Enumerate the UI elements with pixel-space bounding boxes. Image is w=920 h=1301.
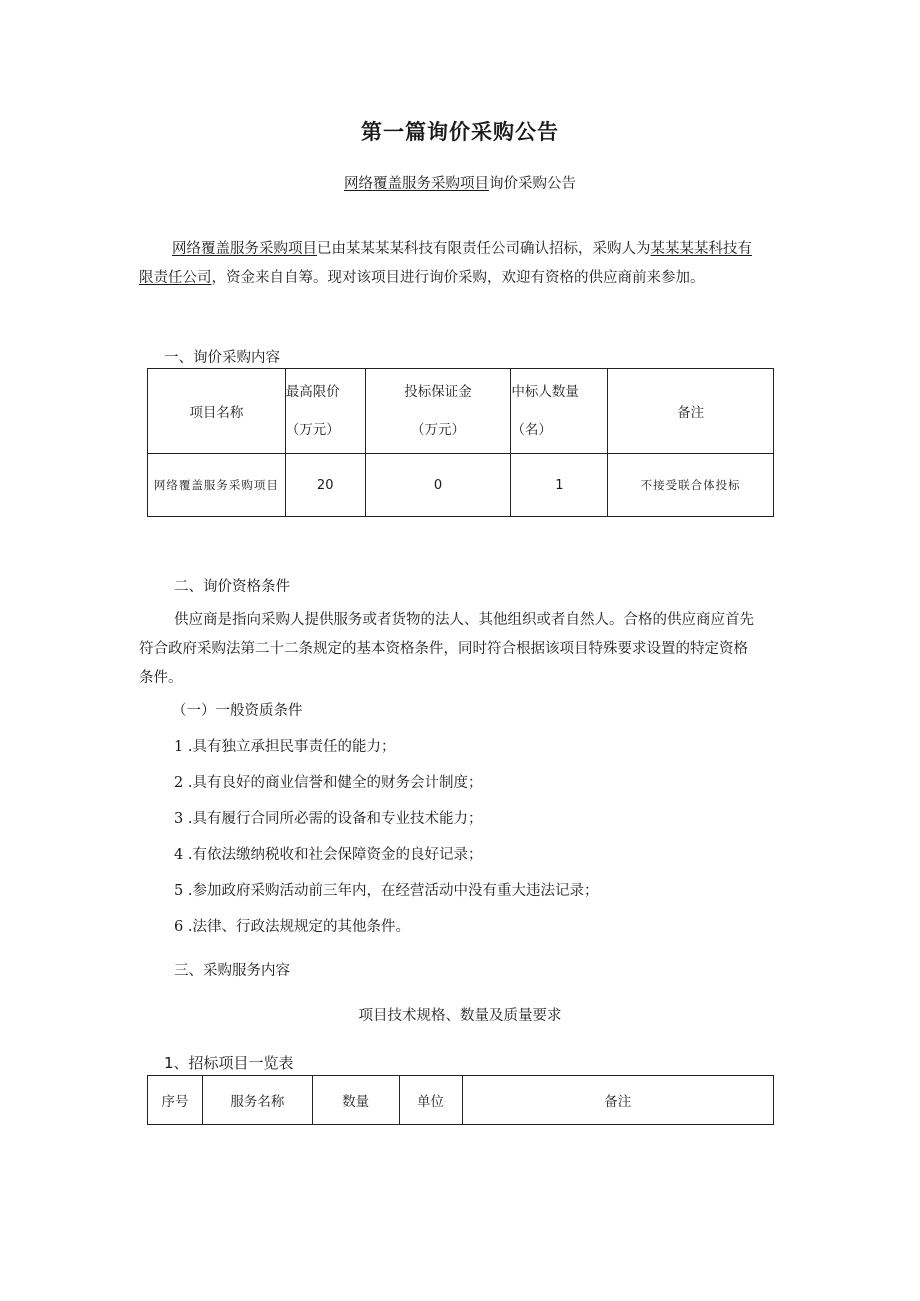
- section2-para-line2: 符合政府采购法第二十二条规定的基本资格条件，同时符合根据该项目特殊要求设置的特定资格: [139, 641, 748, 657]
- qualification-item-4: 4 .有依法缴纳税收和社会保障资金的良好记录；: [174, 847, 483, 863]
- section2-heading: 二、询价资格条件: [174, 579, 290, 595]
- header-winners-line2: （名）: [511, 422, 552, 438]
- header-winners-line1: 中标人数量: [511, 384, 579, 400]
- header-serial: 序号: [148, 1076, 203, 1125]
- section1-heading: 一、询价采购内容: [164, 350, 280, 366]
- header-max-price: [285, 369, 365, 454]
- general-qualification-heading: （一）一般资质条件: [172, 703, 303, 719]
- qualification-item-6: 6 .法律、行政法规规定的其他条件。: [174, 919, 410, 935]
- bid-list-title: 1、招标项目一览表: [164, 1054, 294, 1072]
- table-row: [148, 454, 774, 517]
- intro-line-2: [139, 262, 705, 294]
- cell-remark: 不接受联合体投标: [608, 454, 774, 517]
- qualification-item-2: 2 .具有良好的商业信誉和健全的财务会计制度；: [174, 775, 483, 791]
- intro-text-1: 已由某某某某科技有限责任公司确认招标，采购人为: [317, 241, 651, 257]
- document-title: 第一篇询价采购公告: [361, 120, 559, 144]
- header-quantity: 数量: [312, 1076, 399, 1125]
- purchaser-name-b: 限责任公司: [139, 270, 212, 286]
- intro-line-1: [172, 233, 752, 265]
- table-header-row: [148, 369, 774, 454]
- header-deposit-line2: （万元）: [411, 422, 466, 438]
- subtitle-suffix: 询价采购公告: [489, 176, 576, 192]
- bid-items-table: [147, 1075, 774, 1125]
- header-deposit-line1: 投标保证金: [404, 384, 472, 400]
- spec-title: 项目技术规格、数量及质量要求: [358, 1008, 562, 1024]
- section2-para-line1: 供应商是指向采购人提供服务或者货物的法人、其他组织或者自然人。合格的供应商应首先: [174, 612, 754, 628]
- qualification-item-3: 3 .具有履行合同所必需的设备和专业技术能力；: [174, 811, 483, 827]
- header-winners: [511, 369, 608, 454]
- cell-winners: 1: [511, 454, 608, 517]
- subtitle-project: 网络覆盖服务采购项目: [344, 176, 489, 192]
- header-remark: 备注: [608, 369, 774, 454]
- cell-deposit: 0: [365, 454, 511, 517]
- section2-para-line3: 条件。: [139, 670, 183, 686]
- header-max-price-line1: 最高限价: [285, 384, 340, 400]
- header-project-name: 项目名称: [148, 369, 286, 454]
- intro-project: 网络覆盖服务采购项目: [172, 241, 317, 257]
- cell-max-price: 20: [285, 454, 365, 517]
- header-max-price-line2: （万元）: [285, 422, 340, 438]
- procurement-table: [147, 368, 774, 517]
- qualification-item-5: 5 .参加政府采购活动前三年内，在经营活动中没有重大违法记录；: [174, 883, 599, 899]
- header-deposit: [365, 369, 511, 454]
- intro-text-2: ，资金来自自筹。现对该项目进行询价采购，欢迎有资格的供应商前来参加。: [211, 270, 705, 286]
- header-service-name: 服务名称: [202, 1076, 312, 1125]
- section3-heading: 三、采购服务内容: [174, 963, 290, 979]
- qualification-item-1: 1 .具有独立承担民事责任的能力；: [174, 739, 396, 755]
- header-remark: 备注: [462, 1076, 774, 1125]
- bid-table-header-row: [148, 1076, 774, 1125]
- subtitle: [0, 172, 920, 193]
- header-unit: 单位: [399, 1076, 462, 1125]
- cell-project-name: 网络覆盖服务采购项目: [148, 454, 286, 517]
- purchaser-name-a: 某某某某科技有: [650, 241, 752, 257]
